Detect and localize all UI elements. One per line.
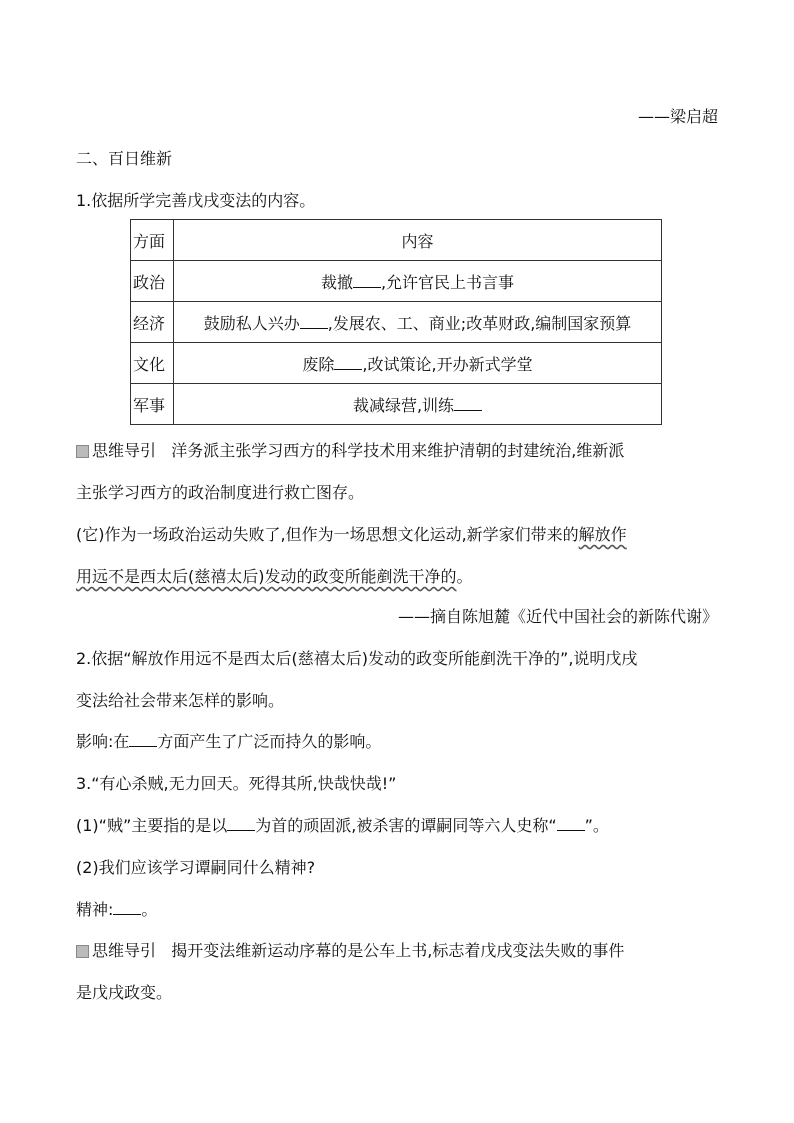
question-3-quote: 3.“有心杀贼,无力回天。死得其所,快哉快哉!” [76,774,397,793]
row-content: 鼓励私人兴办 ,发展农、工、商业;改革财政,编制国家预算 [174,302,662,343]
reform-content-table [130,219,662,425]
fill-blank[interactable] [334,354,362,370]
table-row [131,343,662,384]
question-2-line-1: 2.依据“解放作用远不是西太后(慈禧太后)发动的政变所能剷洗干净的”,说明戊戌 [76,649,638,668]
question-2-line-2: 变法给社会带来怎样的影响。 [76,691,285,710]
table-row [131,261,662,302]
row-aspect: 文化 [131,343,174,384]
fill-blank[interactable] [300,313,328,329]
fill-blank[interactable] [557,815,585,831]
question-3-sub-1: (1)“贼”主要指的是以 为首的顽固派,被杀害的谭嗣同等六人史称“ ”。 [76,816,609,835]
guide-label: 思维导引 [92,441,157,460]
fill-blank[interactable] [113,899,141,915]
row-content: 裁撤 ,允许官民上书言事 [174,261,662,302]
table-header-row [131,220,662,261]
row-content: 废除 ,改试策论,开办新式学堂 [174,343,662,384]
fill-blank[interactable] [227,815,255,831]
row-aspect: 政治 [131,261,174,302]
fill-blank[interactable] [129,731,157,747]
row-aspect: 经济 [131,302,174,343]
section-title: 二、百日维新 [76,149,173,168]
liang-qichao-attribution: ——梁启超 [637,107,718,126]
thinking-guide-1: 思维导引 洋务派主张学习西方的科学技术用来维护清朝的封建统治,维新派 [76,440,624,462]
thinking-guide-2: 思维导引 揭开变法维新运动序幕的是公车上书,标志着戊戌变法失败的事件 [76,940,624,962]
fill-blank[interactable] [454,395,482,411]
header-aspect: 方面 [131,220,174,261]
guide-icon [76,945,89,958]
row-content: 裁减绿营,训练 [174,384,662,425]
question-1-prompt: 1.依据所学完善戊戌变法的内容。 [76,191,316,210]
question-3-sub-2: (2)我们应该学习谭嗣同什么精神? [76,858,316,877]
row-aspect: 军事 [131,384,174,425]
header-content: 内容 [174,220,662,261]
quote-line-2: 用远不是西太后(慈禧太后)发动的政变所能剷洗干净的。 [76,567,473,586]
table-row [131,384,662,425]
question-2-answer: 影响:在 方面产生了广泛而持久的影响。 [76,732,382,751]
guide-label: 思维导引 [92,941,157,960]
quote-source: ——摘自陈旭麓《近代中国社会的新陈代谢》 [397,607,718,626]
quote-line-1: (它)作为一场政治运动失败了,但作为一场思想文化运动,新学家们带来的解放作 [76,525,627,544]
thinking-guide-1-cont: 主张学习西方的政治制度进行救亡图存。 [76,483,365,502]
thinking-guide-2-cont: 是戊戌政变。 [76,983,173,1002]
guide-icon [76,445,89,458]
question-3-answer: 精神: 。 [76,900,158,919]
fill-blank[interactable] [353,272,381,288]
table-row [131,302,662,343]
